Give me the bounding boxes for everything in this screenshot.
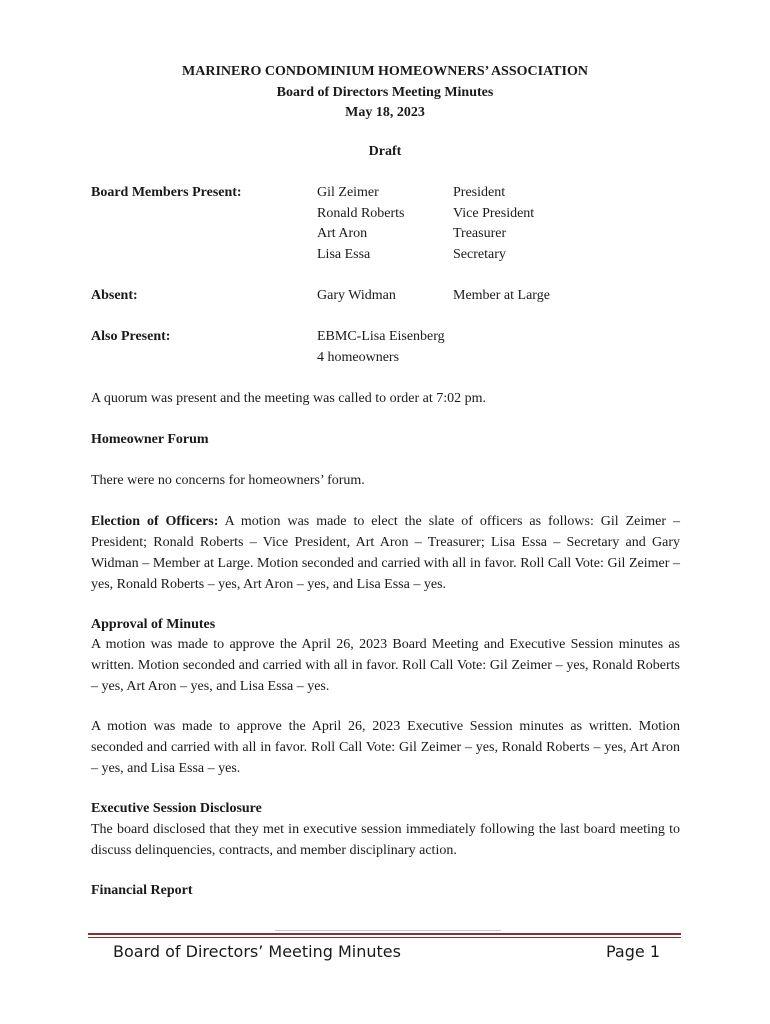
absent-label: Absent: [91,288,138,303]
approval-paragraph-1: A motion was made to approve the April 26, 2023 Board Meeting and Executive Session minutes as written. Motion seconded and carried with all in favor. Roll Call Vote: Gil Zeimer – yes, Ronald Roberts – yes, Art Aron – yes, and Lisa Essa – yes. [91,637,680,694]
also-present-list [317,327,445,368]
footer-faint-rule [275,930,501,931]
election-section [91,512,680,596]
executive-session-text: The board disclosed that they met in executive session immediately following the last board meeting to discuss delinquencies, contracts, and member disciplinary action. [91,822,680,858]
member-name: Gil Zeimer [317,185,379,200]
also-present-item: 4 homeowners [317,349,400,365]
footer-rule [88,933,681,935]
document-title: Board of Directors Meeting Minutes [276,84,494,100]
homeowner-forum-text: There were no concerns for homeowners’ forum. [91,473,365,488]
also-present-label: Also Present: [91,329,171,344]
approval-paragraph-2: A motion was made to approve the April 26, 2023 Executive Session minutes as written. Motion seconded and carried with all in favor. Roll Call Vote: Gil Zeimer – yes, Ronald Roberts – yes, Art Aron – yes, and Lisa Essa – yes. [91,719,680,776]
approval-heading: Approval of Minutes [91,617,216,632]
association-name: MARINERO CONDOMINIUM HOMEOWNERS’ ASSOCIATION [182,64,588,79]
also-present-item: EBMC-Lisa Eisenberg [317,329,445,344]
meeting-date: May 18, 2023 [345,105,425,120]
member-role: President [453,185,506,200]
document-header [0,62,770,124]
quorum-statement: A quorum was present and the meeting was called to order at 7:02 pm. [91,391,487,406]
member-name: Art Aron [317,226,368,241]
absent-role: Member at Large [453,288,550,303]
present-names [317,183,405,265]
draft-label: Draft [368,144,402,159]
absent-name: Gary Widman [317,288,396,303]
member-role: Secretary [453,246,506,262]
page-number: Page 1 [606,942,660,961]
homeowner-forum-heading: Homeowner Forum [91,432,209,447]
present-roles [453,183,534,265]
election-heading: Election of Officers: [91,514,219,529]
footer-title: Board of Directors’ Meeting Minutes [113,942,401,961]
present-label: Board Members Present: [91,185,242,200]
executive-session-heading: Executive Session Disclosure [91,801,262,816]
member-role: Treasurer [453,226,507,241]
member-name: Lisa Essa [317,246,371,262]
election-text: A motion was made to elect the slate of officers as follows: Gil Zeimer – President; Ronald Roberts – Vice President, Art Aron – Treasurer; Lisa Essa – Secretary and Gary Widman – Member at Large. Motion seconded and carried with all in favor. Roll Call Vote: Gil Zeimer – yes, Ronald Roberts – yes, Art Aron – yes, and Lisa Essa – yes. [91,514,680,592]
member-role: Vice President [453,205,535,221]
financial-report-heading: Financial Report [91,883,193,898]
footer-rule-thin [88,937,681,938]
member-name: Ronald Roberts [317,205,405,221]
